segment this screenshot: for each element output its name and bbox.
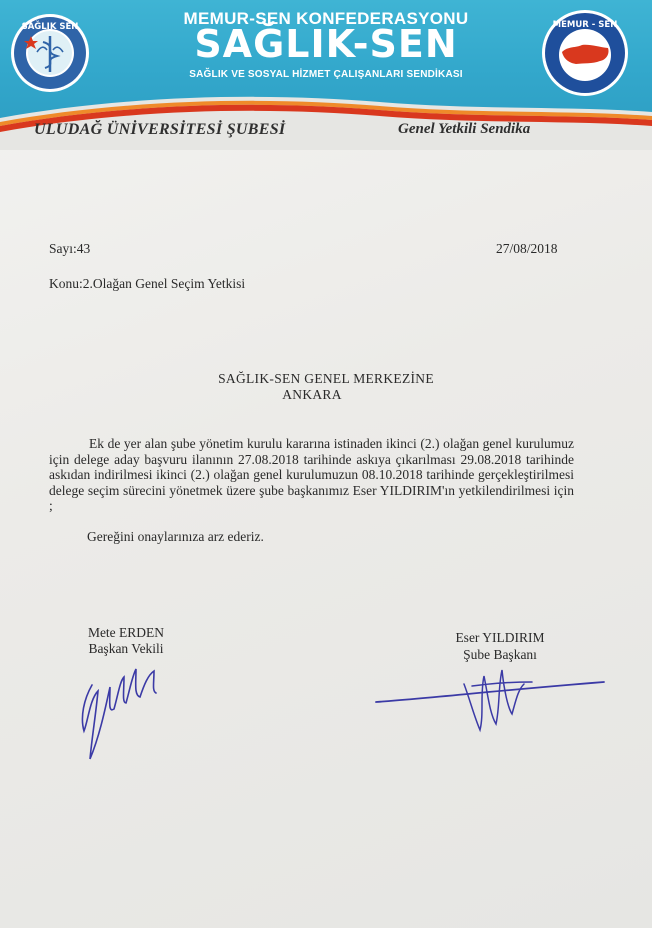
right-signatory-title: Şube Başkanı (463, 647, 537, 662)
left-signatory-title: Başkan Vekili (88, 641, 164, 656)
right-signatory-name: Eser YILDIRIM (455, 630, 545, 645)
recipient: SAĞLIK-SEN GENEL MERKEZİNE (218, 371, 434, 386)
svg-text:MEMUR - SEN: MEMUR - SEN (552, 20, 618, 30)
union-status: Genel Yetkili Sendika (398, 121, 531, 137)
letterhead (0, 0, 652, 150)
letter-body-text: Ek de yer alan şube yönetim kurulu kararına istinaden ikinci (2.) olağan genel kurulumuz için delege aday başvuru ilanının 27.08.2018 tarihinde askıya çıkarılması 29.08.2018 tarihinde askıdan indirilmesi ikinci (2.) olağan genel kurulumuzun 08.10.2018 tarihinde gerçekleştirilmesi delege seçim sürecini yönetmek üzere şube başkanımız Eser YILDIRIM'ın yetkilendirilmesi için ; (49, 436, 574, 514)
left-signature (70, 655, 170, 770)
branch-name: ULUDAĞ ÜNİVERSİTESİ ŞUBESİ (34, 121, 286, 138)
letter-closing: Gereğini onaylarınıza arz ederiz. (87, 529, 264, 544)
letter-body (49, 436, 574, 514)
left-signatory-name: Mete ERDEN (87, 625, 165, 640)
right-signature (372, 660, 608, 735)
saglik-sen-logo (9, 12, 91, 94)
union-full-name: SAĞLIK VE SOSYAL HİZMET ÇALIŞANLARI SENDİKASI (189, 69, 463, 80)
svg-text:SAĞLIK SEN: SAĞLIK SEN (21, 22, 79, 32)
letter-number: Sayı:43 (49, 241, 91, 256)
letter-date: 27/08/2018 (496, 241, 558, 256)
union-title: SAĞLIK-SEN (194, 22, 458, 66)
memur-sen-logo (540, 8, 630, 98)
confederation-title: MEMUR-SEN KONFEDERASYONU (183, 9, 469, 28)
letter-subject: Konu:2.Olağan Genel Seçim Yetkisi (49, 276, 246, 291)
recipient-city: ANKARA (282, 387, 342, 402)
